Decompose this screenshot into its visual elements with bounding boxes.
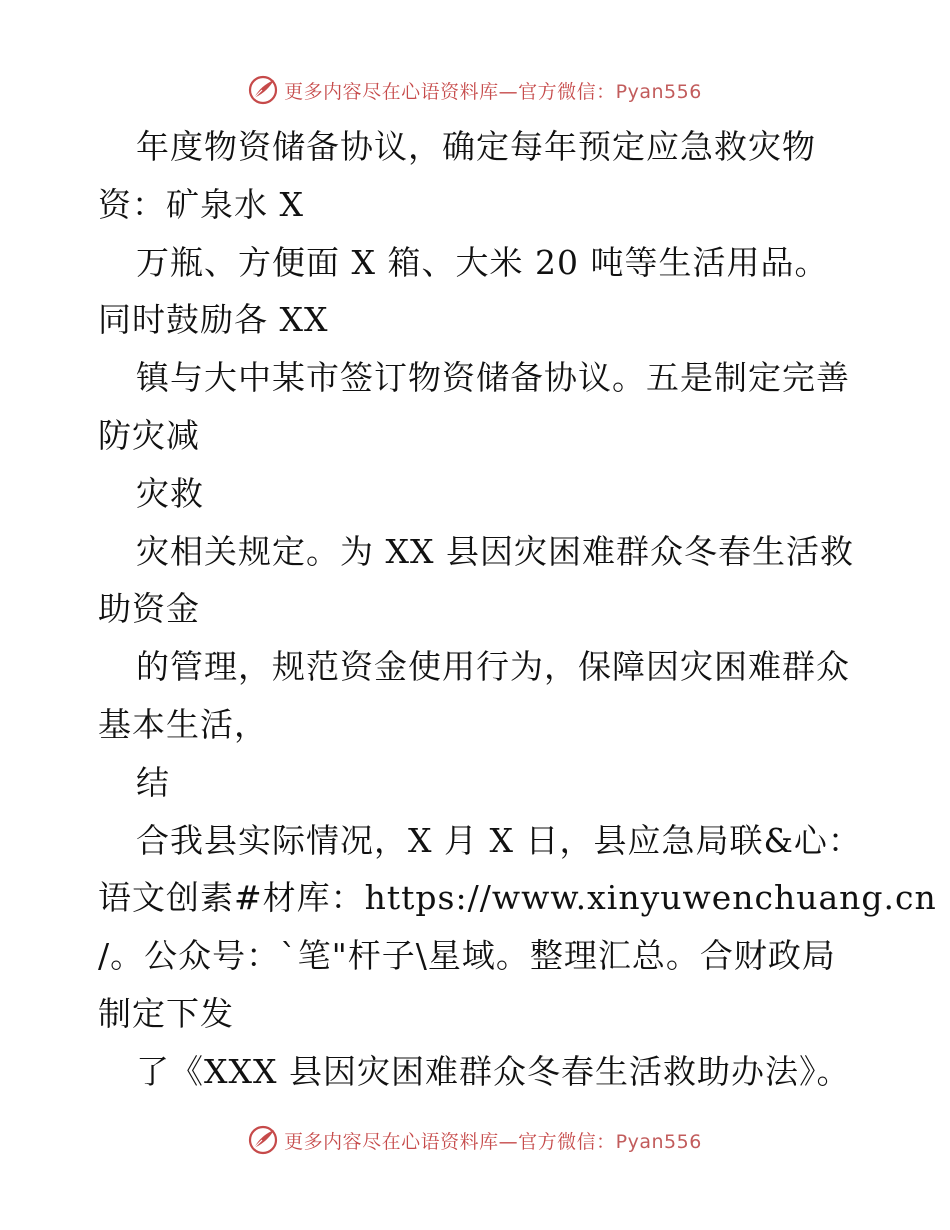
quill-logo-icon	[248, 1125, 278, 1155]
text-line: 灾救	[136, 473, 204, 513]
text-line: 的管理，规范资金使用行为，保障因灾困难群众	[136, 647, 850, 687]
text-line: 防灾减	[98, 415, 200, 455]
text-line: 同时鼓励各 XX	[98, 300, 329, 340]
document-body	[98, 118, 937, 1101]
text-line: 语文创素#材库：https://www.xinyuwenchuang.cn	[98, 878, 937, 918]
footer-wechat-id: Pyan556	[615, 1130, 702, 1153]
text-line: 灾相关规定。为 XX 县因灾困难群众冬春生活救	[136, 531, 854, 571]
text-line: 结	[136, 762, 170, 802]
text-line: 镇与大中某市签订物资储备协议。五是制定完善	[136, 358, 850, 398]
text-line: /。公众号：`笔"杆子\星域。整理汇总。合财政局	[98, 936, 836, 976]
text-line: 资：矿泉水 X	[98, 184, 304, 224]
header-banner-text: 更多内容尽在心语资料库—官方微信：Pyan556	[284, 80, 702, 103]
text-line: 制定下发	[98, 993, 234, 1033]
header-banner	[0, 70, 950, 110]
quill-logo-icon	[248, 75, 278, 105]
text-line: 基本生活，	[98, 704, 268, 744]
text-line: 助资金	[98, 589, 200, 629]
footer-banner	[0, 1120, 950, 1160]
text-line: 万瓶、方便面 X 箱、大米 20 吨等生活用品。	[136, 242, 829, 282]
text-line: 合我县实际情况，X 月 X 日，县应急局联&心：	[136, 820, 862, 860]
text-line: 了《XXX 县因灾困难群众冬春生活救助办法》。	[136, 1051, 851, 1091]
footer-banner-text: 更多内容尽在心语资料库—官方微信：Pyan556	[284, 1130, 702, 1153]
text-line: 年度物资储备协议，确定每年预定应急救灾物	[136, 127, 816, 166]
header-wechat-id: Pyan556	[615, 80, 702, 103]
